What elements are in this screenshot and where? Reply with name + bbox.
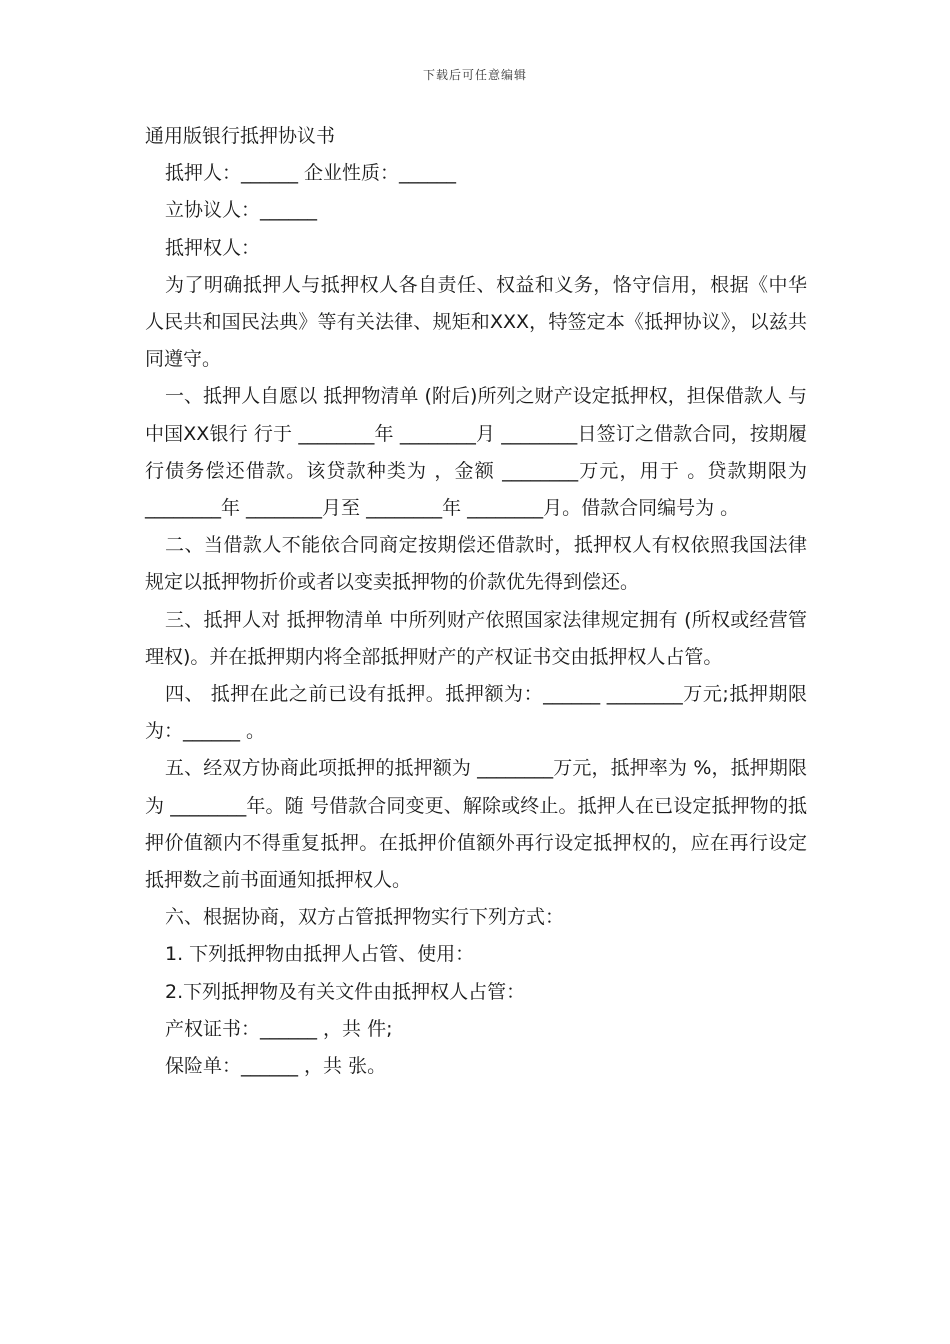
agreement-party-line: 立协议人：______ [165,199,318,222]
clause-6: 六、根据协商，双方占管抵押物实行下列方式： [165,906,565,929]
preamble-paragraph: 为了明确抵押人与抵押权人各自责任、权益和义务，恪守信用，根据《中华人民共和国民法典》等有关法律、规矩和XXX，特签定本《抵押协议》，以兹共同遵守。 [145,273,807,371]
mortgagee-line: 抵押权人： [165,236,261,259]
insurance-policy-line: 保险单：______ ，共 张。 [165,1055,387,1078]
clause-3: 三、抵押人对 抵押物清单 中所列财产依照国家法律规定拥有 (所权或经营管理权)。并在抵押期内将全部抵押财产的产权证书交由抵押权人占管。 [145,608,807,668]
document-title: 通用版银行抵押协议书 [145,125,336,147]
clause-2: 二、当借款人不能依合同商定按期偿还借款时，抵押权人有权依照我国法律规定以抵押物折价或者以变卖抵押物的价款优先得到偿还。 [145,534,807,594]
clause-1: 一、抵押人自愿以 抵押物清单 (附后)所列之财产设定抵押权，担保借款人 与中国XX银行 行于 ________年 ________月 ________日签订之借款合同，按期履行债务偿还借款。该贷款种类为 ，金额 ________万元，用于 。贷款期限为 ________年 ________月至 ________年 ________月。借款合同编号为 。 [145,385,807,520]
clause-6-item-1: 1. 下列抵押物由抵押人占管、使用： [165,943,475,966]
property-certificate-line: 产权证书：______ ，共 件; [165,1017,393,1040]
clause-5: 五、经双方协商此项抵押的抵押额为 ________万元，抵押率为 %，抵押期限为 ________年。随 号借款合同变更、解除或终止。抵押人在已设定抵押物的抵押价值额内不得重复抵押。在抵押价值额外再行设定抵押权的，应在再行设定抵押数之前书面通知抵押权人。 [145,757,807,892]
mortgagor-line: 抵押人：______ 企业性质：______ [165,162,457,185]
clause-6-item-2: 2.下列抵押物及有关文件由抵押权人占管： [165,980,526,1003]
page-header: 下载后可任意编辑 [422,68,527,82]
document-body [145,118,807,1085]
clause-4: 四、 抵押在此之前已设有抵押。抵押额为：______ ________万元;抵押期限为：______ 。 [145,683,807,743]
